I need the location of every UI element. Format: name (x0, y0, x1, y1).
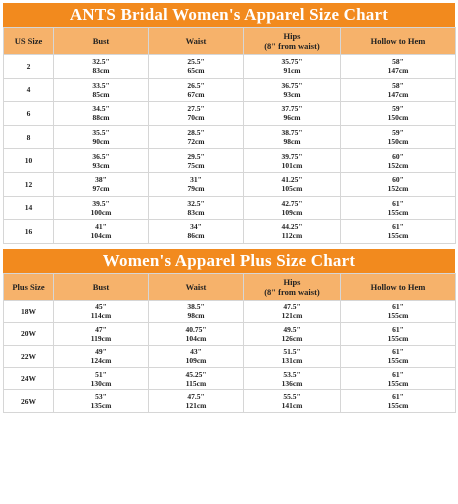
size-cell: 14 (4, 197, 53, 220)
hips-cell (244, 79, 340, 102)
size-cell: 18W (4, 301, 53, 322)
hem-inches: 61" (392, 222, 404, 232)
waist-inches: 29.5" (187, 151, 205, 161)
hem-cell (341, 301, 455, 322)
hem-cell (341, 220, 455, 243)
hem-centimeters: 150cm (387, 137, 409, 147)
table-row (4, 55, 455, 78)
waist-cell (149, 102, 243, 125)
size-cell: 6 (4, 102, 53, 125)
waist-cell (149, 173, 243, 196)
table-row (4, 197, 455, 220)
size-cell: 22W (4, 346, 53, 367)
hips-cell (244, 55, 340, 78)
bust-cell (54, 301, 148, 322)
hem-centimeters: 152cm (387, 160, 409, 170)
hem-inches: 59" (392, 128, 404, 138)
plus-chart-title: Women's Apparel Plus Size Chart (3, 249, 455, 273)
hips-inches: 36.75" (281, 80, 303, 90)
size-cell: 26W (4, 390, 53, 411)
bust-centimeters: 114cm (90, 311, 112, 321)
hips-inches: 49.5" (283, 324, 301, 334)
bust-centimeters: 88cm (92, 113, 110, 123)
hem-inches: 61" (392, 392, 404, 401)
hips-cell (244, 126, 340, 149)
hem-cell (341, 323, 455, 344)
waist-centimeters: 72cm (187, 137, 205, 147)
hem-inches: 58" (392, 57, 404, 67)
hips-inches: 42.75" (281, 198, 303, 208)
hem-cell (341, 102, 455, 125)
bust-cell (54, 102, 148, 125)
waist-centimeters: 104cm (185, 333, 207, 343)
hips-cell (244, 390, 340, 411)
waist-centimeters: 115cm (185, 378, 207, 388)
waist-cell (149, 197, 243, 220)
waist-cell (149, 55, 243, 78)
hem-inches: 61" (392, 324, 404, 334)
header-waist: Waist (149, 274, 243, 300)
size-cell: 20W (4, 323, 53, 344)
hips-centimeters: 91cm (283, 66, 301, 76)
waist-inches: 31" (190, 175, 202, 185)
hem-centimeters: 155cm (387, 401, 409, 410)
hips-cell (244, 323, 340, 344)
waist-inches: 43" (190, 347, 202, 357)
hips-centimeters: 141cm (281, 401, 303, 410)
header-hips-note: (8" from waist) (264, 286, 320, 297)
table-row (4, 126, 455, 149)
waist-centimeters: 70cm (187, 113, 205, 123)
hem-cell (341, 149, 455, 172)
bust-cell (54, 149, 148, 172)
waist-inches: 28.5" (187, 128, 205, 138)
waist-cell (149, 368, 243, 389)
hem-centimeters: 155cm (387, 356, 409, 366)
bust-inches: 49" (95, 347, 107, 357)
bust-cell (54, 346, 148, 367)
hips-inches: 39.75" (281, 151, 303, 161)
waist-inches: 27.5" (187, 104, 205, 114)
bust-inches: 32.5" (92, 57, 110, 67)
size-cell: 8 (4, 126, 53, 149)
table-row (4, 301, 455, 322)
bust-cell (54, 368, 148, 389)
hips-cell (244, 102, 340, 125)
bust-cell (54, 197, 148, 220)
header-hollow-to-hem: Hollow to Hem (341, 274, 455, 300)
size-cell: 12 (4, 173, 53, 196)
bust-centimeters: 135cm (90, 401, 112, 410)
hips-centimeters: 136cm (281, 378, 303, 388)
hem-inches: 60" (392, 175, 404, 185)
hips-cell (244, 368, 340, 389)
waist-cell (149, 126, 243, 149)
hips-cell (244, 149, 340, 172)
table-row (4, 368, 455, 389)
hips-inches: 51.5" (283, 347, 301, 357)
waist-centimeters: 65cm (187, 66, 205, 76)
waist-inches: 25.5" (187, 57, 205, 67)
bust-inches: 47" (95, 324, 107, 334)
bust-centimeters: 85cm (92, 89, 110, 99)
hips-inches: 44.25" (281, 222, 303, 232)
waist-centimeters: 121cm (185, 401, 207, 410)
hem-centimeters: 155cm (387, 378, 409, 388)
hem-cell (341, 173, 455, 196)
waist-inches: 47.5" (187, 392, 205, 401)
hem-centimeters: 155cm (387, 311, 409, 321)
hips-centimeters: 121cm (281, 311, 303, 321)
header-hips-label: Hips (283, 31, 301, 41)
bust-cell (54, 55, 148, 78)
hem-centimeters: 155cm (387, 231, 409, 241)
hips-centimeters: 109cm (281, 207, 303, 217)
main-table-body (4, 55, 455, 243)
size-cell: 10 (4, 149, 53, 172)
main-size-table (3, 27, 456, 244)
bust-centimeters: 83cm (92, 66, 110, 76)
bust-cell (54, 126, 148, 149)
hips-cell (244, 197, 340, 220)
bust-inches: 36.5" (92, 151, 110, 161)
size-cell: 16 (4, 220, 53, 243)
bust-centimeters: 104cm (90, 231, 112, 241)
bust-inches: 33.5" (92, 80, 110, 90)
hem-centimeters: 147cm (387, 66, 409, 76)
hips-inches: 47.5" (283, 302, 301, 312)
header-hips-label: Hips (283, 276, 301, 287)
hem-centimeters: 155cm (387, 207, 409, 217)
hips-centimeters: 93cm (283, 89, 301, 99)
hem-cell (341, 390, 455, 411)
waist-inches: 26.5" (187, 80, 205, 90)
table-header-row (4, 28, 455, 54)
hem-inches: 61" (392, 302, 404, 312)
hem-cell (341, 368, 455, 389)
table-header-row (4, 274, 455, 300)
waist-centimeters: 83cm (187, 207, 205, 217)
table-row (4, 220, 455, 243)
waist-centimeters: 86cm (187, 231, 205, 241)
hips-centimeters: 105cm (281, 184, 303, 194)
table-row (4, 323, 455, 344)
hips-inches: 38.75" (281, 128, 303, 138)
bust-cell (54, 220, 148, 243)
hem-inches: 61" (392, 347, 404, 357)
waist-centimeters: 75cm (187, 160, 205, 170)
hips-cell (244, 173, 340, 196)
hem-cell (341, 197, 455, 220)
bust-inches: 35.5" (92, 128, 110, 138)
waist-centimeters: 79cm (187, 184, 205, 194)
bust-inches: 53" (95, 392, 107, 401)
hips-centimeters: 131cm (281, 356, 303, 366)
hips-cell (244, 346, 340, 367)
hips-cell (244, 220, 340, 243)
bust-centimeters: 130cm (90, 378, 112, 388)
table-row (4, 346, 455, 367)
header-bust: Bust (54, 274, 148, 300)
hem-cell (341, 79, 455, 102)
waist-inches: 40.75" (185, 324, 207, 334)
plus-size-table (3, 273, 456, 413)
bust-centimeters: 97cm (92, 184, 110, 194)
bust-cell (54, 173, 148, 196)
bust-inches: 34.5" (92, 104, 110, 114)
header-hips-note: (8" from waist) (264, 41, 320, 51)
bust-cell (54, 390, 148, 411)
waist-cell (149, 220, 243, 243)
hips-cell (244, 301, 340, 322)
bust-cell (54, 323, 148, 344)
waist-cell (149, 390, 243, 411)
header-hips (244, 28, 340, 54)
waist-centimeters: 67cm (187, 89, 205, 99)
bust-inches: 41" (95, 222, 107, 232)
bust-centimeters: 90cm (92, 137, 110, 147)
hips-inches: 53.5" (283, 369, 301, 379)
waist-cell (149, 323, 243, 344)
hem-centimeters: 152cm (387, 184, 409, 194)
header-plus-size: Plus Size (4, 274, 53, 300)
table-row (4, 79, 455, 102)
header-bust: Bust (54, 28, 148, 54)
hips-inches: 55.5" (283, 392, 301, 401)
table-row (4, 102, 455, 125)
waist-inches: 34" (190, 222, 202, 232)
bust-inches: 38" (95, 175, 107, 185)
plus-table-body (4, 301, 455, 412)
waist-cell (149, 301, 243, 322)
table-row (4, 173, 455, 196)
bust-centimeters: 100cm (90, 207, 112, 217)
hips-centimeters: 96cm (283, 113, 301, 123)
hem-inches: 59" (392, 104, 404, 114)
header-hips (244, 274, 340, 300)
waist-cell (149, 79, 243, 102)
hips-centimeters: 126cm (281, 333, 303, 343)
bust-cell (54, 79, 148, 102)
waist-centimeters: 109cm (185, 356, 207, 366)
hips-inches: 41.25" (281, 175, 303, 185)
hips-centimeters: 98cm (283, 137, 301, 147)
header-waist: Waist (149, 28, 243, 54)
bust-centimeters: 93cm (92, 160, 110, 170)
hem-cell (341, 346, 455, 367)
waist-inches: 38.5" (187, 302, 205, 312)
waist-centimeters: 98cm (187, 311, 205, 321)
bust-inches: 39.5" (92, 198, 110, 208)
hem-inches: 58" (392, 80, 404, 90)
bust-inches: 45" (95, 302, 107, 312)
size-cell: 2 (4, 55, 53, 78)
hem-inches: 61" (392, 369, 404, 379)
size-cell: 24W (4, 368, 53, 389)
waist-inches: 32.5" (187, 198, 205, 208)
hem-centimeters: 150cm (387, 113, 409, 123)
hem-centimeters: 147cm (387, 89, 409, 99)
header-us-size: US Size (4, 28, 53, 54)
main-chart-title: ANTS Bridal Women's Apparel Size Chart (3, 3, 455, 27)
table-row (4, 149, 455, 172)
hips-inches: 37.75" (281, 104, 303, 114)
hips-centimeters: 101cm (281, 160, 303, 170)
table-row (4, 390, 455, 411)
waist-inches: 45.25" (185, 369, 207, 379)
hem-inches: 60" (392, 151, 404, 161)
header-hollow-to-hem: Hollow to Hem (341, 28, 455, 54)
bust-inches: 51" (95, 369, 107, 379)
waist-cell (149, 149, 243, 172)
waist-cell (149, 346, 243, 367)
hem-inches: 61" (392, 198, 404, 208)
bust-centimeters: 119cm (90, 333, 112, 343)
bust-centimeters: 124cm (90, 356, 112, 366)
hips-centimeters: 112cm (281, 231, 303, 241)
hips-inches: 35.75" (281, 57, 303, 67)
hem-cell (341, 126, 455, 149)
hem-centimeters: 155cm (387, 333, 409, 343)
size-cell: 4 (4, 79, 53, 102)
hem-cell (341, 55, 455, 78)
